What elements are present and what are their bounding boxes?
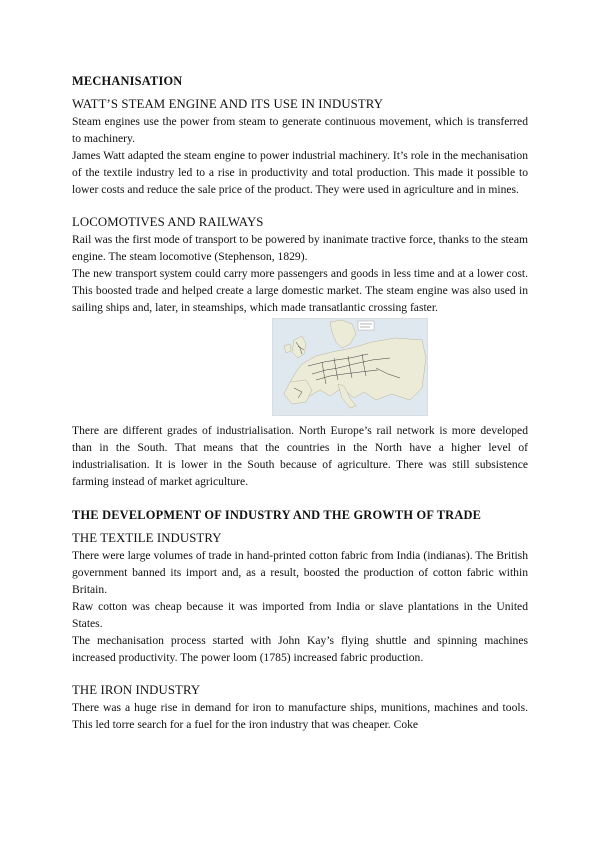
- heading-textile-industry: THE TEXTILE INDUSTRY: [72, 531, 222, 545]
- section-title-development-of-industry: THE DEVELOPMENT OF INDUSTRY AND THE GROWTH OF TRADE: [72, 508, 482, 522]
- heading-locomotives-railways: LOCOMOTIVES AND RAILWAYS: [72, 215, 264, 229]
- paragraph-trade-cotton-fabric: There were large volumes of trade in hand-printed cotton fabric from India (indianas). The British government banned its import and, as a result, boosted the production of cotton fabric within Britain.: [72, 549, 528, 596]
- europe-railway-map-figure: [272, 318, 428, 416]
- paragraph-steam-engines: Steam engines use the power from steam to generate continuous movement, which is transferred to machinery.: [72, 115, 528, 145]
- europe-railway-map: [272, 318, 428, 416]
- paragraph-grades-of-industrialisation: There are different grades of industrialisation. North Europe’s rail network is more developed than in the South. That means that the countries in the North have a higher level of industrialisation. It is lower in the South because of agriculture. There was still subsistence farming instead of market agriculture.: [72, 424, 528, 488]
- paragraph-demand-for-iron: There was a huge rise in demand for iron to manufacture ships, munitions, machines and tools. This led torre search for a fuel for the iron industry that was cheaper. Coke: [72, 701, 528, 731]
- heading-iron-industry: THE IRON INDUSTRY: [72, 683, 201, 697]
- document-body: [72, 72, 528, 733]
- paragraph-james-watt: James Watt adapted the steam engine to power industrial machinery. It’s role in the mechanisation of the textile industry led to a rise in productivity and total production. This made it possible to lower costs and reduce the sale price of the product. They were used in agriculture and in mines.: [72, 149, 528, 196]
- heading-watt-steam-engine: WATT’S STEAM ENGINE AND ITS USE IN INDUSTRY: [72, 97, 384, 111]
- paragraph-raw-cotton: Raw cotton was cheap because it was imported from India or slave plantations in the United States.: [72, 600, 528, 630]
- section-title-mechanisation: MECHANISATION: [72, 74, 183, 88]
- paragraph-new-transport-system: The new transport system could carry more passengers and goods in less time and at a lower cost. This boosted trade and helped create a large domestic market. The steam engine was also used in sailing ships and, later, in steamships, which made transatlantic crossing faster.: [72, 267, 528, 314]
- paragraph-rail-first-mode: Rail was the first mode of transport to be powered by inanimate tractive force, thanks to the steam engine. The steam locomotive (Stephenson, 1829).: [72, 233, 528, 263]
- paragraph-mechanisation-process: The mechanisation process started with John Kay’s flying shuttle and spinning machines increased productivity. The power loom (1785) increased fabric production.: [72, 634, 528, 664]
